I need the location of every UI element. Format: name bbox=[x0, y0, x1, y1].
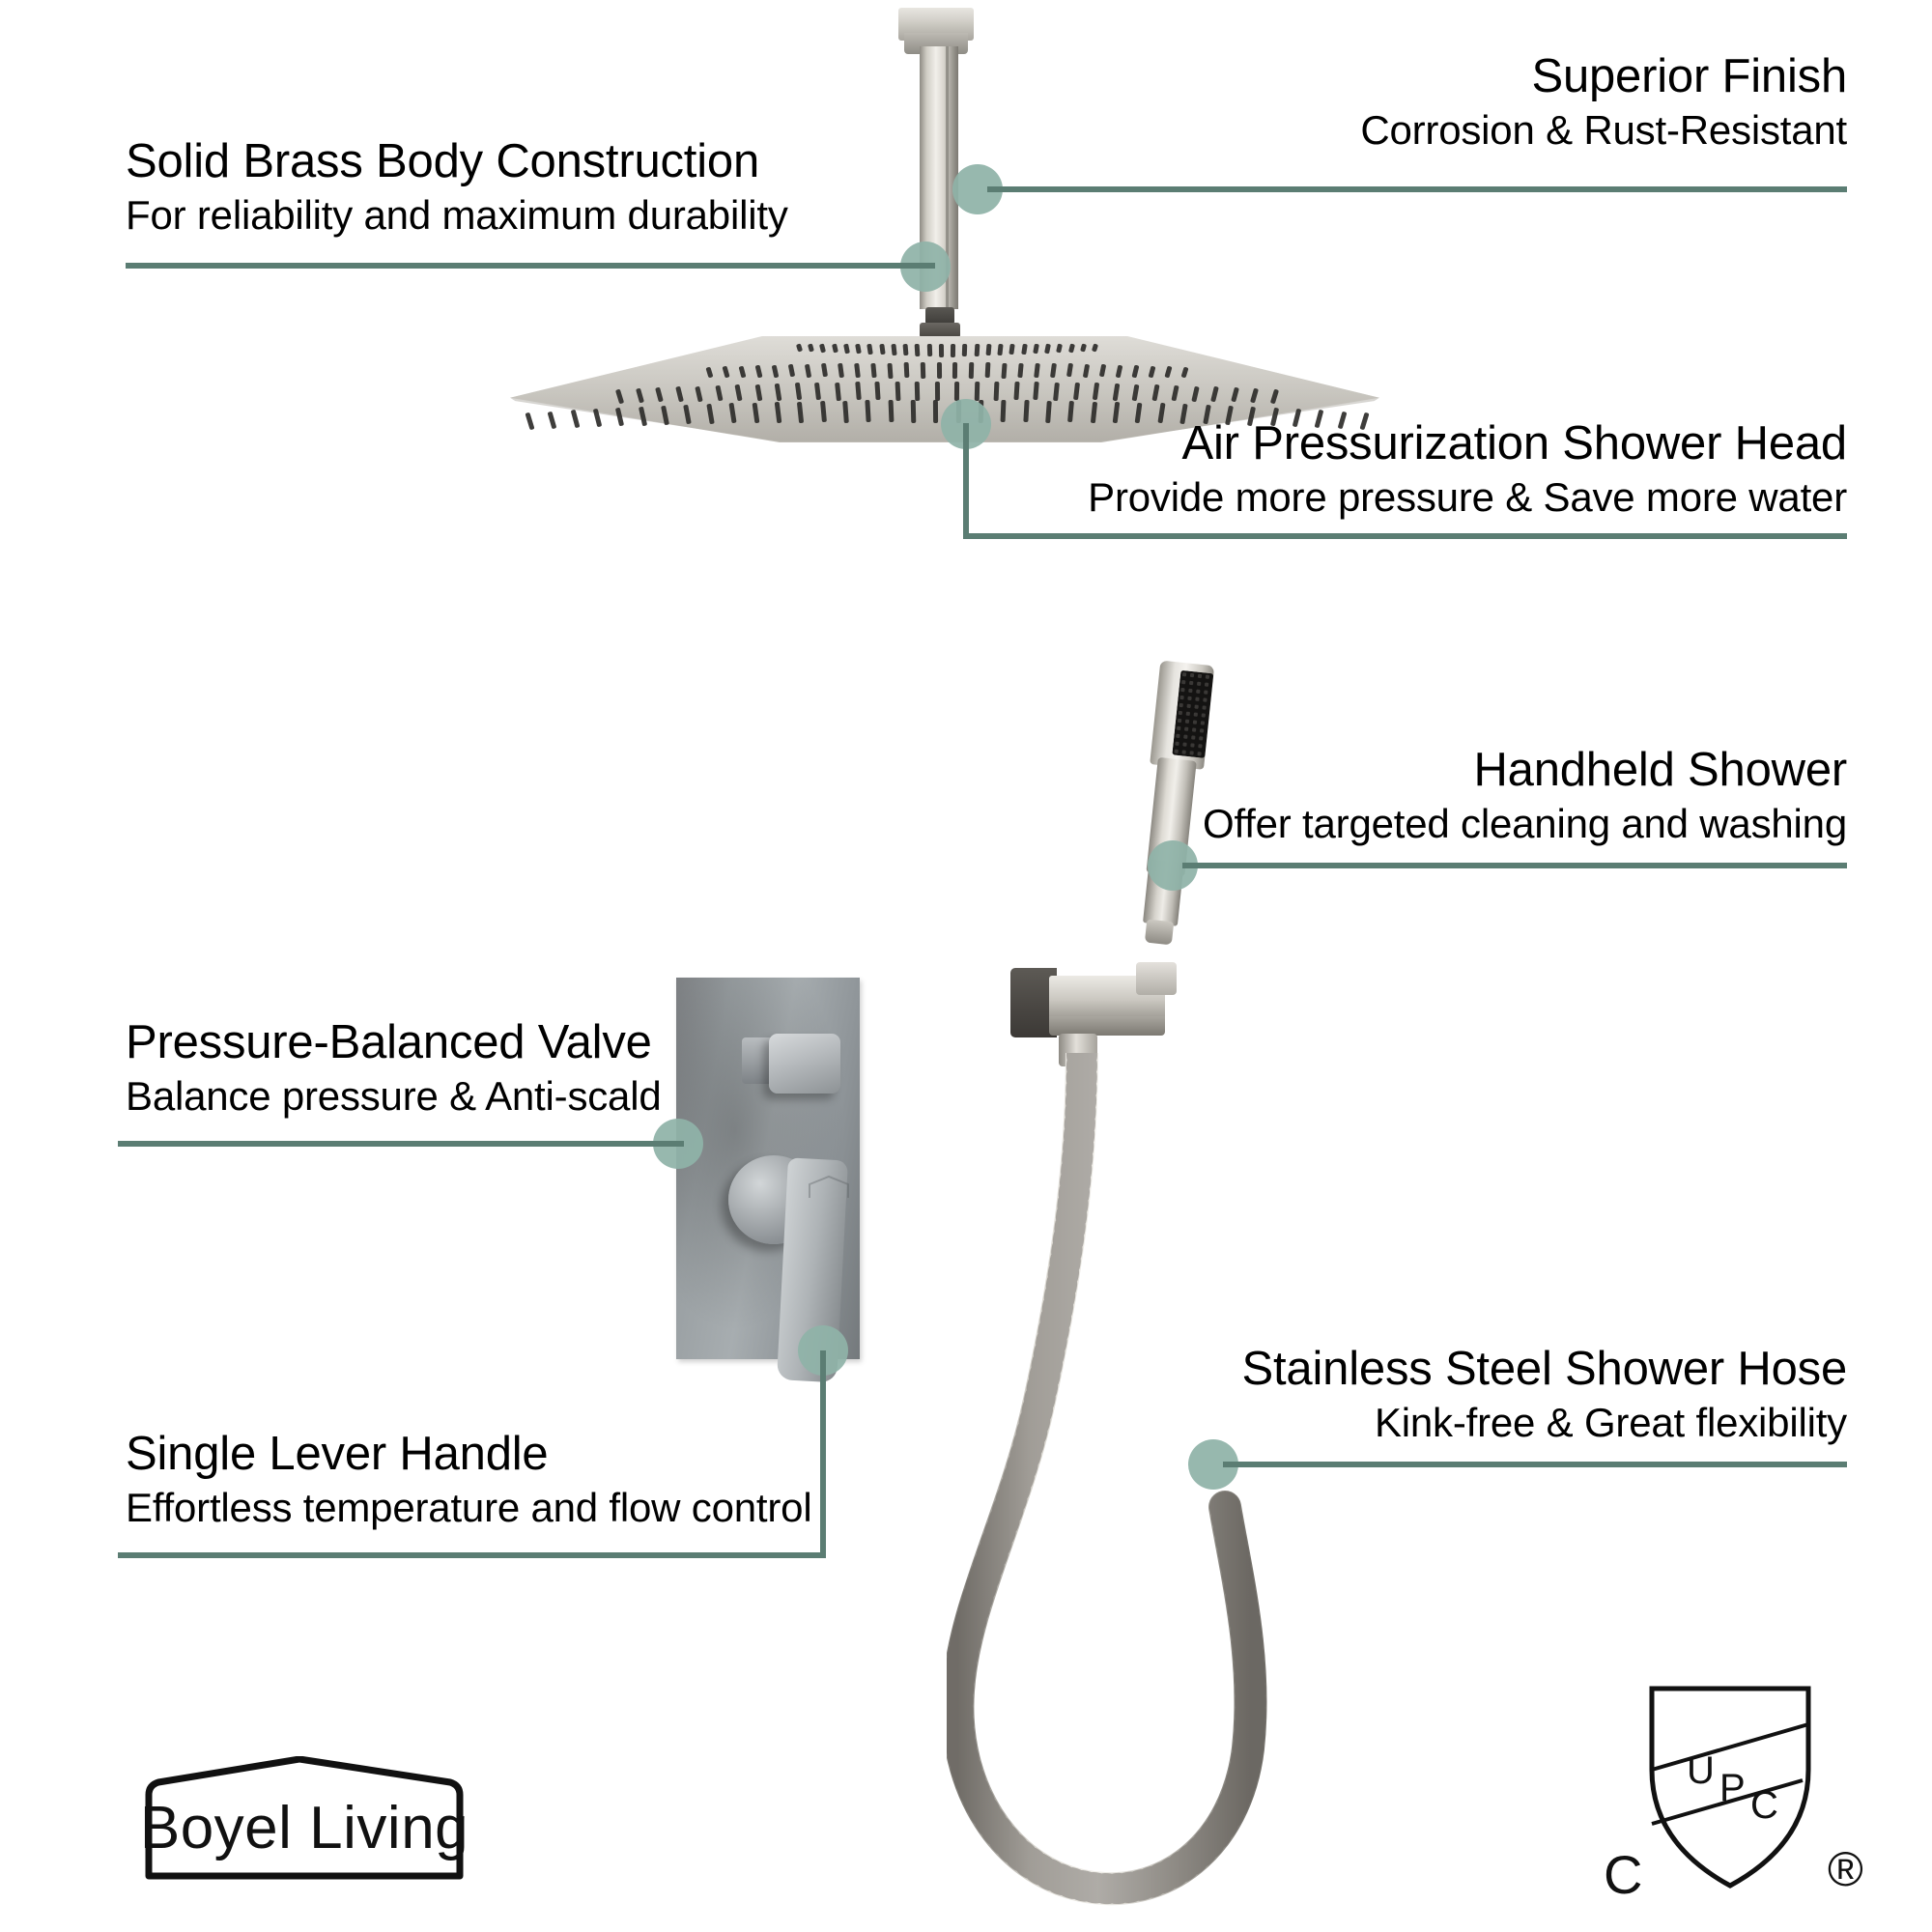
callout-title: Single Lever Handle bbox=[126, 1428, 549, 1480]
callout-subtitle: Corrosion & Rust-Resistant bbox=[1360, 106, 1847, 153]
rain-head-nozzle bbox=[1231, 387, 1239, 403]
rain-head-nozzle bbox=[1050, 363, 1057, 378]
leader-line-air-pressurization-horizontal bbox=[963, 533, 1847, 539]
leader-line-handheld-shower bbox=[1182, 863, 1847, 868]
rain-head-nozzle bbox=[1018, 363, 1024, 379]
rain-head-nozzle bbox=[636, 388, 644, 404]
rain-head-nozzle bbox=[870, 363, 876, 379]
rain-head-nozzle bbox=[1211, 386, 1220, 402]
rain-head-nozzle bbox=[695, 385, 702, 402]
rain-head-nozzle bbox=[706, 404, 714, 424]
callout-subtitle: Effortless temperature and flow control bbox=[126, 1484, 812, 1530]
rain-head-nozzle bbox=[842, 401, 849, 423]
rain-head-nozzle bbox=[1093, 383, 1099, 400]
rain-head-nozzle bbox=[1132, 384, 1140, 401]
rain-head-nozzle bbox=[832, 344, 838, 354]
rain-head-nozzle bbox=[615, 408, 624, 427]
rain-head-nozzle bbox=[1151, 384, 1159, 401]
rain-head-nozzle bbox=[1250, 388, 1259, 404]
rain-head-nozzle bbox=[805, 363, 811, 377]
rain-head-nozzle bbox=[962, 344, 967, 356]
rain-head-nozzle bbox=[821, 363, 828, 378]
rain-head-nozzle bbox=[985, 344, 991, 356]
rain-head-nozzle bbox=[1034, 363, 1040, 379]
stainless-steel-hose bbox=[947, 1053, 1333, 1922]
rain-head-nozzle bbox=[1021, 344, 1028, 355]
rain-head-nozzle bbox=[788, 364, 795, 378]
rain-head-nozzle bbox=[835, 382, 841, 400]
rain-head-nozzle bbox=[661, 406, 669, 426]
callout-air-pressurization-shower-head bbox=[881, 417, 1847, 521]
rain-head-nozzle bbox=[936, 362, 941, 379]
rain-head-nozzle bbox=[1112, 384, 1120, 401]
callout-superior-finish bbox=[881, 50, 1847, 154]
rain-head-nozzle bbox=[1002, 362, 1008, 378]
callout-subtitle: Provide more pressure & Save more water bbox=[1088, 473, 1847, 520]
rain-head-nozzle bbox=[738, 365, 746, 378]
rain-head-nozzle bbox=[1067, 344, 1074, 354]
rain-head-nozzle bbox=[1083, 363, 1090, 377]
rain-head-nozzle bbox=[775, 402, 782, 423]
rain-head-nozzle bbox=[974, 344, 980, 356]
rain-head-nozzle bbox=[939, 344, 944, 357]
rain-head-nozzle bbox=[951, 344, 955, 357]
rain-head-nozzle bbox=[729, 403, 737, 423]
rain-head-nozzle bbox=[1172, 385, 1179, 402]
callout-subtitle: Offer targeted cleaning and washing bbox=[1202, 800, 1847, 846]
rain-head-nozzle bbox=[926, 344, 931, 356]
rain-head-nozzle bbox=[920, 362, 925, 379]
rain-head-nozzle bbox=[639, 407, 647, 426]
rain-head-nozzle bbox=[1270, 389, 1279, 404]
rain-head-nozzle bbox=[997, 344, 1003, 355]
svg-text:P: P bbox=[1719, 1767, 1746, 1809]
bracket-arm-underside bbox=[1049, 1016, 1165, 1036]
lever-brand-logo-icon bbox=[808, 1175, 850, 1200]
leader-line-stainless-hose bbox=[1223, 1462, 1847, 1467]
rain-head-nozzle bbox=[1066, 363, 1073, 378]
callout-title: Superior Finish bbox=[1531, 50, 1847, 102]
callout-subtitle: Kink-free & Great flexibility bbox=[1374, 1399, 1847, 1445]
rain-head-nozzle bbox=[1072, 383, 1079, 401]
rain-head-nozzle bbox=[675, 386, 684, 402]
callout-title: Air Pressurization Shower Head bbox=[1181, 417, 1847, 469]
rain-head-nozzle bbox=[808, 343, 814, 353]
cupc-registered-mark: ® bbox=[1828, 1842, 1863, 1896]
rain-head-nozzle bbox=[843, 344, 850, 355]
rain-head-nozzle bbox=[754, 365, 762, 378]
rain-head-nozzle bbox=[705, 366, 713, 378]
rain-head-nozzle bbox=[915, 344, 921, 356]
leader-line-solid-brass bbox=[126, 263, 935, 269]
rain-head-nozzle bbox=[867, 344, 874, 355]
callout-title: Stainless Steel Shower Hose bbox=[1241, 1343, 1847, 1395]
brand-logo bbox=[135, 1756, 473, 1880]
rain-head-nozzle bbox=[1092, 343, 1098, 352]
callout-subtitle: For reliability and maximum durability bbox=[126, 191, 788, 238]
rain-head-nozzle bbox=[1149, 365, 1156, 378]
callout-stainless-steel-shower-hose bbox=[881, 1343, 1847, 1446]
rain-head-nozzle bbox=[874, 382, 880, 401]
callout-handheld-shower bbox=[881, 744, 1847, 847]
rain-head-nozzle bbox=[954, 382, 959, 402]
rain-head-nozzle bbox=[1013, 382, 1019, 401]
callout-title: Handheld Shower bbox=[1473, 744, 1847, 796]
rain-head-nozzle bbox=[570, 410, 580, 428]
rain-head-nozzle bbox=[1080, 343, 1087, 353]
rain-head-nozzle bbox=[994, 382, 1000, 401]
callout-single-lever-handle bbox=[126, 1428, 995, 1531]
cupc-certification-badge bbox=[1584, 1681, 1893, 1922]
callout-title: Pressure-Balanced Valve bbox=[126, 1016, 652, 1068]
callout-solid-brass-body-construction bbox=[126, 135, 995, 239]
rain-head-nozzle bbox=[1180, 366, 1188, 378]
rain-head-nozzle bbox=[722, 366, 729, 379]
callout-title: Solid Brass Body Construction bbox=[126, 135, 760, 187]
wand-collar bbox=[1145, 920, 1174, 946]
rain-head-nozzle bbox=[935, 382, 940, 402]
rain-head-nozzle bbox=[814, 383, 821, 401]
rain-head-nozzle bbox=[593, 409, 603, 428]
rain-head-nozzle bbox=[772, 364, 780, 378]
rain-head-nozzle bbox=[866, 400, 871, 422]
rain-head-nozzle bbox=[1034, 382, 1040, 400]
rain-head-nozzle bbox=[548, 411, 557, 429]
rain-head-nozzle bbox=[1165, 366, 1173, 379]
rain-head-nozzle bbox=[895, 382, 900, 401]
svg-text:U: U bbox=[1687, 1749, 1715, 1792]
brand-logo-text: Boyel Living bbox=[139, 1794, 469, 1861]
rain-head-nozzle bbox=[915, 382, 921, 401]
rain-head-nozzle bbox=[952, 362, 957, 379]
rain-head-nozzle bbox=[715, 385, 723, 402]
rain-head-nozzle bbox=[735, 384, 743, 401]
rain-head-nozzle bbox=[975, 382, 980, 401]
rain-head-nozzle bbox=[855, 382, 862, 400]
svg-text:C: C bbox=[1750, 1784, 1778, 1827]
rain-head-nozzle bbox=[1044, 344, 1051, 355]
callout-subtitle: Balance pressure & Anti-scald bbox=[126, 1072, 662, 1119]
rain-head-nozzle bbox=[1099, 364, 1106, 378]
rain-head-nozzle bbox=[985, 362, 991, 379]
leader-line-superior-finish bbox=[987, 186, 1847, 192]
rain-head-nozzle bbox=[887, 362, 893, 378]
rain-head-nozzle bbox=[969, 362, 975, 379]
rain-head-nozzle bbox=[754, 384, 762, 401]
rain-head-nozzle bbox=[1191, 385, 1199, 402]
rain-head-nozzle bbox=[797, 401, 804, 422]
rain-head-nozzle bbox=[855, 344, 862, 355]
rain-head-nozzle bbox=[891, 344, 896, 355]
rain-head-nozzle bbox=[819, 344, 826, 354]
rain-head-nozzle bbox=[854, 363, 861, 379]
rain-head-nozzle bbox=[1009, 344, 1015, 355]
rain-head-nozzle bbox=[525, 412, 534, 431]
rain-head-nozzle bbox=[775, 384, 782, 401]
rain-head-nozzle bbox=[795, 383, 802, 400]
ceiling-flange bbox=[898, 8, 974, 41]
callout-pressure-balanced-valve bbox=[126, 1016, 995, 1120]
rain-head-nozzle bbox=[879, 344, 885, 355]
rain-head-nozzle bbox=[684, 405, 693, 425]
rain-head-nozzle bbox=[655, 387, 664, 403]
rain-head-nozzle bbox=[796, 343, 803, 352]
rain-head-nozzle bbox=[903, 344, 909, 356]
rain-head-nozzle bbox=[1132, 365, 1140, 378]
rain-head-nozzle bbox=[820, 401, 827, 423]
bracket-cradle bbox=[1136, 962, 1177, 995]
rain-head-nozzle bbox=[1116, 364, 1123, 378]
rain-head-nozzle bbox=[1056, 344, 1063, 354]
leader-line-single-lever-horizontal bbox=[118, 1552, 826, 1558]
rain-head-nozzle bbox=[1053, 382, 1060, 400]
rain-head-nozzle bbox=[752, 402, 759, 423]
rain-head-nozzle bbox=[903, 362, 909, 379]
leader-line-pressure-balanced-valve bbox=[118, 1141, 684, 1147]
rain-head-nozzle bbox=[615, 389, 624, 404]
rain-head-nozzle bbox=[838, 363, 844, 378]
rain-head-nozzle bbox=[1033, 344, 1039, 355]
cupc-left-letter: C bbox=[1604, 1844, 1643, 1905]
